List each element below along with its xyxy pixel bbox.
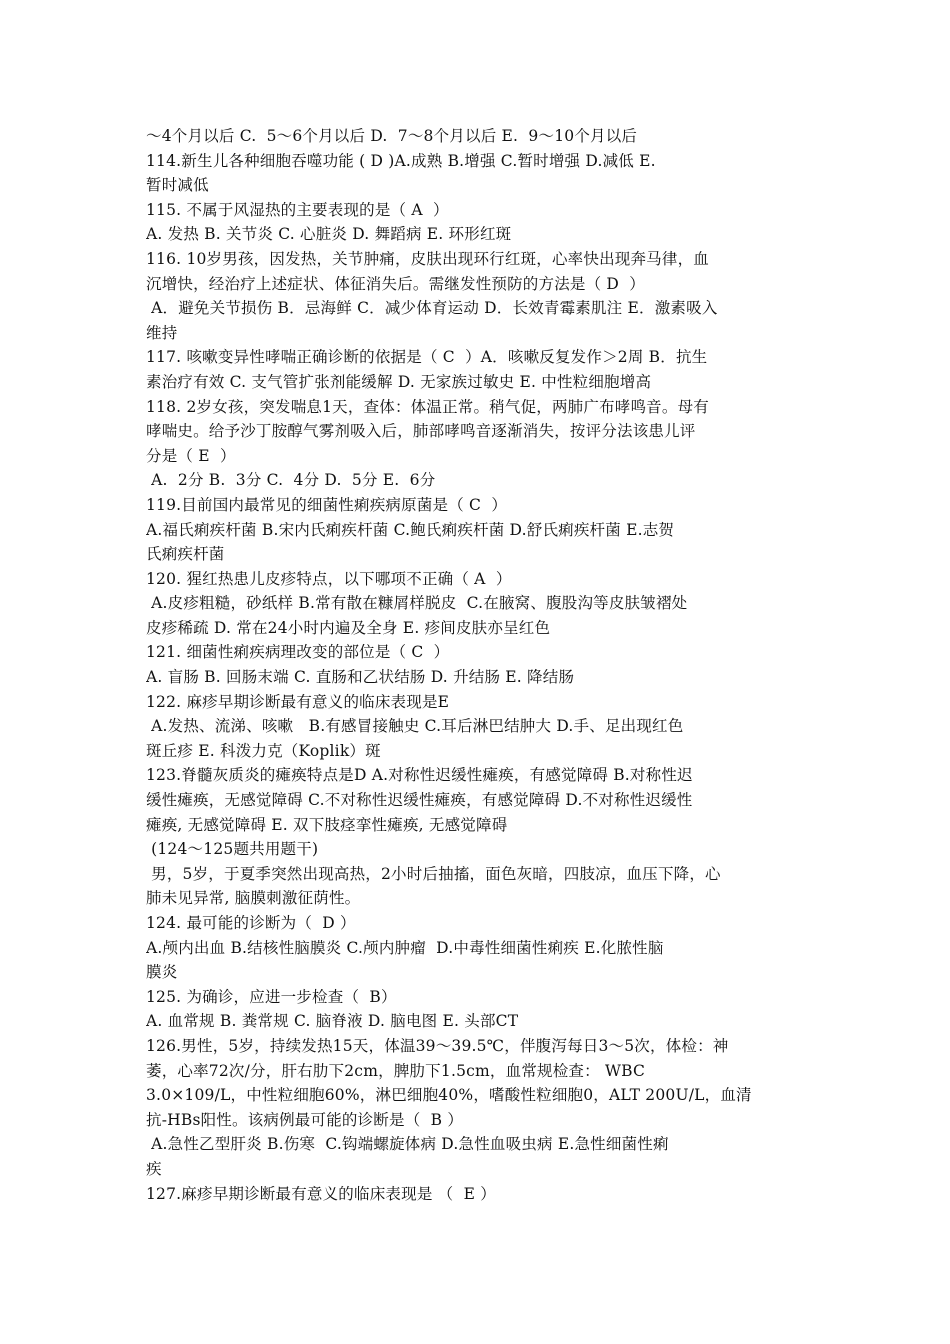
text-line: 124. 最可能的诊断为（ D ） [146, 914, 356, 932]
text-line: 分是（ E ） [146, 446, 236, 465]
text-line: 皮疹稀疏 D. 常在24小时内遍及全身 E. 疹间皮肤亦呈红色 [146, 618, 551, 637]
text-line: A.皮疹粗糙，砂纸样 B.常有散在糠屑样脱皮 C.在腋窝、腹股沟等皮肤皱褶处 [146, 594, 688, 613]
text-line: 114.新生儿各种细胞吞噬功能 ( D )A.成熟 B.增强 C.暂时增强 D.减低 E. [146, 151, 656, 170]
text-line: A.福氏痢疾杆菌 B.宋内氏痢疾杆菌 C.鲍氏痢疾杆菌 D.舒氏痢疾杆菌 E.志贺 [146, 520, 675, 539]
text-line: 126.男性，5岁，持续发热15天，体温39～39.5℃，伴腹泻每日3～5次，体检：神 [146, 1036, 729, 1055]
text-line: 瘫痪, 无感觉障碍 E. 双下肢痉挛性瘫痪, 无感觉障碍 [146, 815, 508, 834]
text-line: 缓性瘫痪，无感觉障碍 C.不对称性迟缓性瘫痪，有感觉障碍 D.不对称性迟缓性 [146, 791, 693, 810]
text-line: (124～125题共用题干) [146, 840, 319, 859]
text-line: 3.0×109/L，中性粒细胞60%，淋巴细胞40%，嗜酸性粒细胞0，ALT 200U/L，血清 [146, 1086, 752, 1105]
text-line: 116. 10岁男孩，因发热，关节肿痛，皮肤出现环行红斑，心率快出现奔马律，血 [146, 249, 709, 268]
text-line: A.发热、流涕、咳嗽 B.有感冒接触史 C.耳后淋巴结肿大 D.手、足出现红色 [146, 717, 684, 736]
text-line: A．避免关节损伤 B．忌海鲜 C．减少体育运动 D．长效青霉素肌注 E．激素吸入 [146, 299, 718, 318]
text-line: 肺未见异常, 脑膜刺激征荫性。 [146, 889, 361, 908]
text-line: 125. 为确诊，应进一步检查（ B） [146, 987, 397, 1006]
text-line: ～4个月以后 C. 5～6个月以后 D. 7～8个月以后 E. 9～10个月以后 [146, 127, 638, 145]
text-line: 119.目前国内最常见的细菌性痢疾病原菌是（ C ） [146, 495, 508, 514]
text-line: 120. 猩红热患儿皮疹特点，以下哪项不正确（ A ） [146, 569, 512, 588]
text-line: A. 盲肠 B. 回肠末端 C. 直肠和乙状结肠 D. 升结肠 E. 降结肠 [146, 668, 575, 687]
text-line: 疾 [146, 1159, 162, 1178]
text-line: 膜炎 [146, 963, 178, 982]
text-line: 123.脊髓灰质炎的瘫痪特点是D A.对称性迟缓性瘫痪，有感觉障碍 B.对称性迟 [146, 766, 693, 785]
text-line: 沉增快，经治疗上述症状、体征消失后。需继发性预防的方法是（ D ） [146, 274, 646, 293]
text-line: A. 发热 B. 关节炎 C. 心脏炎 D. 舞蹈病 E. 环形红斑 [146, 225, 512, 244]
document-page [146, 124, 810, 1206]
text-line: 117. 咳嗽变异性哮喘正确诊断的依据是（ C ）A．咳嗽反复发作＞2周 B．抗生 [146, 348, 708, 367]
text-line: 115. 不属于风湿热的主要表现的是（ A ） [146, 200, 449, 219]
text-line: 127.麻疹早期诊断最有意义的临床表现是 （ E ） [146, 1184, 496, 1203]
text-line: A.颅内出血 B.结核性脑膜炎 C.颅内肿瘤 D.中毒性细菌性痢疾 E.化脓性脑 [146, 938, 664, 957]
text-line: 男，5岁，于夏季突然出现高热，2小时后抽搐，面色灰暗，四肢凉，血压下降，心 [146, 864, 721, 883]
text-line: 122. 麻疹早期诊断最有意义的临床表现是E [146, 692, 450, 711]
text-line: 118. 2岁女孩，突发喘息1天，查体：体温正常。稍气促，两肺广布哮鸣音。母有 [146, 397, 709, 416]
text-line: A.急性乙型肝炎 B.伤寒 C.钩端螺旋体病 D.急性血吸虫病 E.急性细菌性痢 [146, 1135, 669, 1154]
text-line: 萎，心率72次/分，肝右肋下2cm，脾肋下1.5cm，血常规检查： WBC [146, 1061, 646, 1080]
text-line: A. 血常规 B. 粪常规 C. 脑脊液 D. 脑电图 E. 头部CT [146, 1012, 519, 1031]
text-line: 素治疗有效 C. 支气管扩张剂能缓解 D. 无家族过敏史 E. 中性粒细胞增高 [146, 372, 652, 391]
text-line: A. 2分 B. 3分 C. 4分 D. 5分 E. 6分 [146, 471, 436, 490]
text-line: 维持 [146, 323, 178, 342]
text-line: 抗-HBs阳性。该病例最可能的诊断是（ B ） [146, 1110, 464, 1129]
text-line: 暂时减低 [146, 176, 209, 195]
text-line: 氏痢疾杆菌 [146, 545, 225, 564]
text-line: 哮喘史。给予沙丁胺醇气雾剂吸入后，肺部哮鸣音逐渐消失，按评分法该患儿评 [146, 422, 696, 441]
text-line: 斑丘疹 E. 科泼力克（Koplik）斑 [146, 741, 381, 760]
text-line: 121. 细菌性痢疾病理改变的部位是（ C ） [146, 643, 450, 662]
